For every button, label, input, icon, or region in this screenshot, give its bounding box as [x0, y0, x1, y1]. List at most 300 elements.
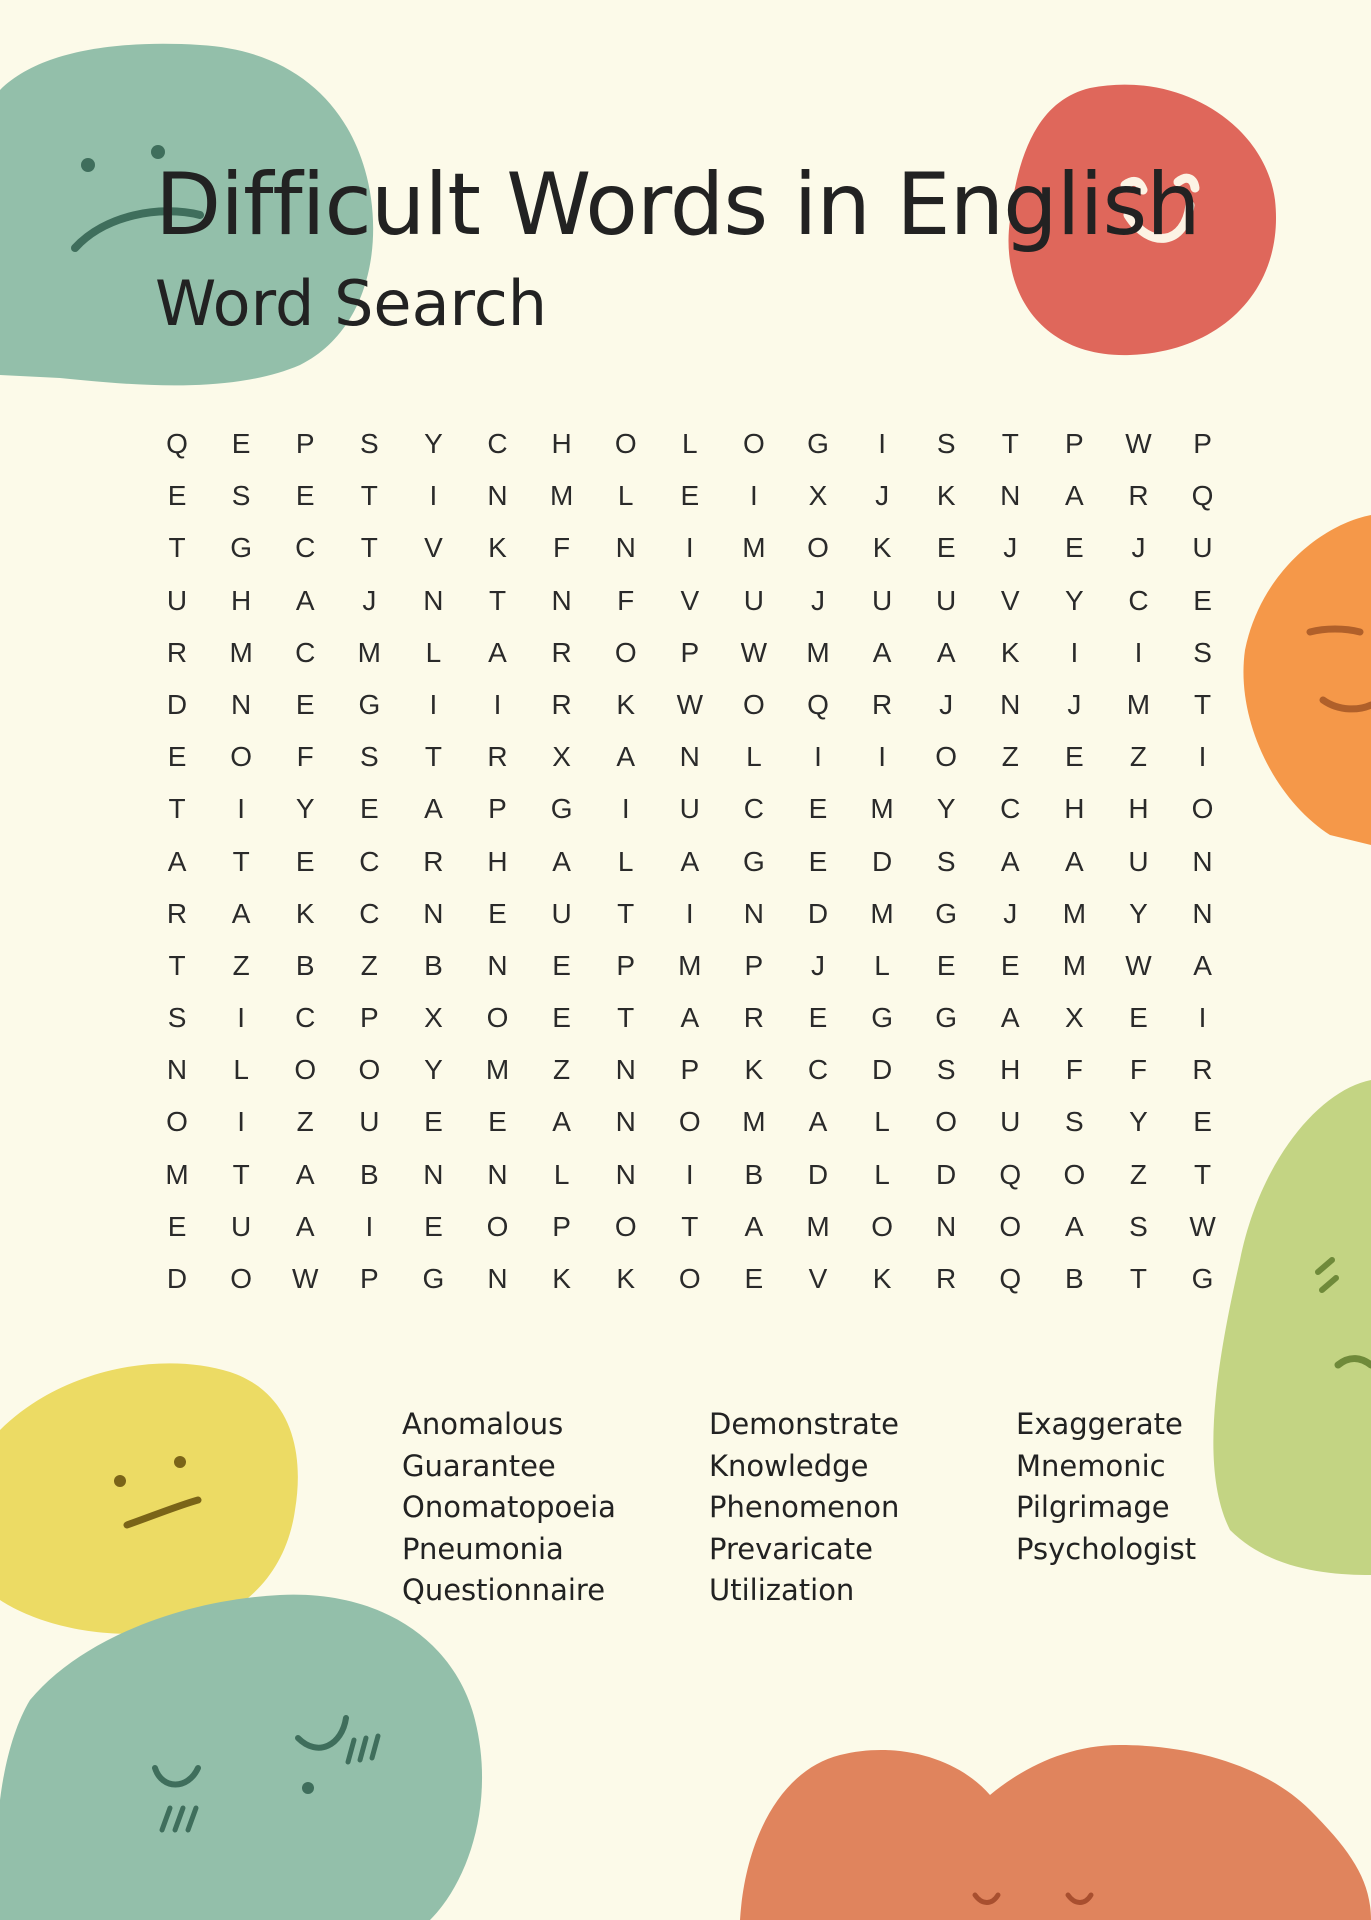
- grid-cell: E: [167, 480, 187, 512]
- grid-cell: R: [1128, 480, 1149, 512]
- grid-cell: A: [872, 636, 892, 668]
- grid-cell: U: [231, 1210, 252, 1242]
- smirk-face-icon: [1243, 515, 1371, 845]
- grid-cell: Y: [295, 793, 315, 825]
- grid-cell: E: [744, 1263, 764, 1294]
- grid-cell: R: [551, 688, 572, 720]
- grid-cell: S: [1193, 636, 1212, 668]
- grid-cell: N: [487, 1158, 508, 1190]
- grid-cell: E: [295, 845, 315, 877]
- grid-cell: D: [807, 897, 829, 929]
- grid-cell: Z: [1129, 741, 1147, 773]
- word-list-item: Prevaricate: [709, 1531, 873, 1566]
- grid-cell: N: [743, 897, 764, 929]
- grid-cell: G: [1191, 1263, 1214, 1294]
- grid-cell: M: [870, 793, 894, 825]
- grid-cell: A: [1065, 480, 1084, 512]
- grid-cell: E: [1065, 532, 1084, 564]
- grid-cell: K: [616, 1263, 636, 1294]
- grid-cell: L: [874, 1158, 890, 1190]
- grid-cell: I: [493, 688, 502, 720]
- grid-cell: L: [682, 428, 698, 459]
- grid-cell: D: [807, 1158, 829, 1190]
- grid-cell: C: [487, 428, 508, 459]
- grid-cell: S: [167, 1002, 187, 1034]
- grid-cell: K: [1000, 636, 1020, 668]
- word-list-item: Pneumonia: [402, 1531, 564, 1566]
- grid-cell: O: [294, 1054, 317, 1086]
- grid-cell: N: [1192, 897, 1213, 929]
- grid-cell: Y: [1065, 584, 1084, 616]
- grid-cell: L: [553, 1158, 570, 1190]
- grid-cell: U: [679, 793, 700, 825]
- grid-cell: E: [424, 1106, 443, 1138]
- grid-cell: U: [743, 584, 764, 616]
- grid-cell: O: [358, 1054, 381, 1086]
- grid-cell: W: [676, 688, 704, 720]
- grid-cell: Q: [999, 1158, 1022, 1190]
- grid-cell: R: [166, 897, 188, 929]
- grid-cell: M: [165, 1158, 189, 1190]
- grid-cell: Q: [166, 428, 188, 459]
- grid-cell: Y: [424, 1054, 443, 1086]
- grid-cell: O: [871, 1210, 893, 1242]
- grid-cell: R: [423, 845, 444, 877]
- grid-cell: E: [1065, 741, 1084, 773]
- grid-cell: G: [935, 1002, 958, 1034]
- grid-cell: R: [936, 1263, 957, 1294]
- grid-cell: M: [742, 1106, 766, 1138]
- grid-cell: E: [808, 845, 828, 877]
- grid-cell: R: [871, 688, 893, 720]
- grid-cell: L: [746, 741, 762, 773]
- grid-cell: B: [424, 949, 443, 981]
- grid-cell: R: [166, 636, 188, 668]
- grid-cell: V: [680, 584, 700, 616]
- grid-cell: A: [552, 1106, 571, 1138]
- word-list-item: Questionnaire: [402, 1573, 606, 1607]
- grid-cell: E: [552, 1002, 571, 1034]
- grid-cell: M: [357, 636, 381, 668]
- grid-cell: Q: [999, 1263, 1022, 1294]
- content-face-icon: [740, 1745, 1371, 1920]
- grid-cell: S: [936, 1054, 956, 1086]
- grid-cell: V: [1000, 584, 1020, 616]
- grid-cell: T: [1129, 1263, 1147, 1294]
- grid-cell: O: [935, 1106, 958, 1138]
- grid-cell: R: [1192, 1054, 1213, 1086]
- grid-cell: M: [806, 1210, 830, 1242]
- grid-cell: A: [424, 793, 443, 825]
- grid-cell: Z: [360, 949, 378, 981]
- grid-cell: D: [166, 688, 188, 720]
- grid-cell: T: [360, 532, 378, 564]
- grid-cell: I: [878, 741, 886, 773]
- grid-cell: O: [230, 1263, 253, 1294]
- grid-cell: P: [295, 428, 315, 459]
- grid-cell: D: [166, 1263, 188, 1294]
- grid-cell: O: [1063, 1158, 1086, 1190]
- grid-cell: J: [810, 584, 825, 616]
- grid-cell: E: [167, 741, 187, 773]
- grid-cell: U: [359, 1106, 380, 1138]
- grid-cell: I: [621, 793, 630, 825]
- grid-cell: C: [359, 845, 380, 877]
- grid-cell: C: [1000, 793, 1021, 825]
- grid-cell: I: [750, 480, 758, 512]
- grid-cell: U: [871, 584, 893, 616]
- grid-cell: P: [488, 793, 507, 825]
- grid-cell: P: [616, 949, 636, 981]
- grid-cell: R: [487, 741, 508, 773]
- grid-cell: U: [1192, 532, 1213, 564]
- grid-cell: I: [685, 897, 694, 929]
- grid-cell: G: [935, 897, 958, 929]
- grid-cell: P: [1193, 428, 1212, 459]
- grid-cell: W: [1189, 1210, 1216, 1242]
- grid-cell: N: [1000, 688, 1021, 720]
- word-list-item: Demonstrate: [709, 1407, 899, 1441]
- word-list-item: Mnemonic: [1016, 1448, 1166, 1483]
- grid-cell: C: [807, 1054, 829, 1086]
- word-list-item: Pilgrimage: [1016, 1490, 1170, 1524]
- word-list-item: Knowledge: [709, 1448, 869, 1483]
- grid-cell: N: [423, 1158, 444, 1190]
- grid-cell: S: [1065, 1106, 1084, 1138]
- grid-cell: I: [1198, 741, 1207, 773]
- grid-cell: D: [871, 1054, 893, 1086]
- grid-cell: U: [1000, 1106, 1021, 1138]
- grid-cell: G: [871, 1002, 893, 1034]
- grid-cell: E: [488, 897, 507, 929]
- grid-cell: E: [1193, 584, 1212, 616]
- grid-cell: A: [167, 845, 187, 877]
- grid-cell: I: [237, 1002, 246, 1034]
- grid-cell: S: [231, 480, 251, 512]
- grid-cell: M: [549, 480, 574, 512]
- grid-cell: I: [237, 793, 246, 825]
- grid-cell: I: [429, 688, 438, 720]
- grid-cell: M: [870, 897, 894, 929]
- neutral-face-icon: [0, 1363, 298, 1633]
- page-subtitle: Word Search: [155, 267, 548, 340]
- grid-cell: S: [936, 428, 956, 459]
- grid-cell: L: [617, 845, 634, 877]
- grid-cell: P: [744, 949, 764, 981]
- grid-cell: P: [1065, 428, 1084, 459]
- grid-cell: O: [743, 428, 765, 459]
- grid-cell: E: [1129, 1002, 1148, 1034]
- grid-cell: D: [871, 845, 893, 877]
- grid-cell: T: [617, 897, 635, 929]
- grid-cell: E: [231, 428, 251, 459]
- grid-cell: E: [680, 480, 700, 512]
- word-list-item: Anomalous: [402, 1407, 564, 1441]
- grid-cell: M: [485, 1054, 510, 1086]
- grid-cell: Z: [1001, 741, 1019, 773]
- grid-cell: G: [743, 845, 765, 877]
- grid-cell: H: [1064, 793, 1085, 825]
- grid-cell: C: [295, 532, 316, 564]
- grid-cell: A: [295, 1158, 315, 1190]
- grid-cell: G: [230, 532, 253, 564]
- grid-cell: N: [615, 532, 636, 564]
- grid-cell: A: [808, 1106, 828, 1138]
- grid-cell: O: [614, 428, 637, 459]
- grid-cell: S: [936, 845, 956, 877]
- grid-cell: A: [680, 845, 700, 877]
- grid-cell: Y: [936, 793, 956, 825]
- word-list-item: Phenomenon: [709, 1490, 900, 1524]
- grid-cell: T: [168, 793, 186, 825]
- grid-cell: J: [1067, 688, 1082, 720]
- grid-cell: S: [359, 741, 379, 773]
- grid-cell: N: [615, 1158, 636, 1190]
- grid-cell: K: [616, 688, 636, 720]
- grid-cell: I: [1070, 636, 1079, 668]
- grid-cell: K: [488, 532, 507, 564]
- grid-cell: O: [614, 1210, 637, 1242]
- grid-cell: K: [295, 897, 315, 929]
- grid-cell: N: [551, 584, 572, 616]
- grid-cell: C: [359, 897, 380, 929]
- grid-cell: X: [552, 741, 571, 773]
- page-title: Difficult Words in English: [155, 155, 1200, 255]
- grid-cell: M: [742, 532, 766, 564]
- grid-cell: J: [1131, 532, 1146, 564]
- grid-cell: W: [292, 1263, 319, 1294]
- grid-cell: P: [359, 1263, 379, 1294]
- grid-cell: V: [808, 1263, 828, 1294]
- grid-cell: C: [295, 636, 316, 668]
- grid-cell: E: [167, 1210, 187, 1242]
- grid-cell: P: [359, 1002, 379, 1034]
- grid-cell: G: [422, 1263, 445, 1294]
- grid-cell: O: [743, 688, 765, 720]
- grid-cell: A: [552, 845, 571, 877]
- grid-cell: U: [1128, 845, 1149, 877]
- grid-cell: N: [1000, 480, 1021, 512]
- grid-cell: V: [424, 532, 443, 564]
- grid-cell: J: [875, 480, 890, 512]
- grid-cell: E: [295, 688, 315, 720]
- grid-cell: N: [615, 1106, 636, 1138]
- grid-cell: U: [551, 897, 572, 929]
- grid-cell: T: [424, 741, 442, 773]
- grid-cell: Z: [232, 949, 250, 981]
- grid-cell: I: [814, 741, 822, 773]
- grid-cell: A: [1193, 949, 1212, 981]
- grid-cell: P: [552, 1210, 571, 1242]
- word-list-column: [1016, 1404, 1266, 1612]
- grid-cell: J: [1003, 897, 1018, 929]
- grid-cell: E: [295, 480, 315, 512]
- grid-cell: L: [874, 1106, 890, 1138]
- grid-cell: I: [237, 1106, 246, 1138]
- grid-cell: O: [678, 1106, 701, 1138]
- grid-cell: K: [872, 1263, 892, 1294]
- grid-cell: J: [939, 688, 954, 720]
- grid-cell: N: [166, 1054, 188, 1086]
- grid-cell: O: [486, 1002, 509, 1034]
- grid-cell: L: [233, 1054, 249, 1086]
- grid-cell: A: [295, 1210, 315, 1242]
- grid-cell: L: [425, 636, 442, 668]
- grid-cell: F: [1129, 1054, 1147, 1086]
- grid-cell: A: [936, 636, 956, 668]
- word-list-column: [402, 1404, 709, 1612]
- grid-cell: I: [878, 428, 886, 459]
- grid-cell: O: [230, 741, 253, 773]
- grid-cell: Q: [807, 688, 829, 720]
- grid-cell: K: [872, 532, 892, 564]
- grid-cell: Z: [553, 1054, 571, 1086]
- grid-cell: K: [552, 1263, 571, 1294]
- grid-cell: C: [295, 1002, 316, 1034]
- grid-cell: A: [744, 1210, 764, 1242]
- grid-cell: D: [936, 1158, 957, 1190]
- grid-cell: W: [1125, 428, 1152, 459]
- grid-cell: E: [808, 1002, 828, 1034]
- grid-cell: B: [1065, 1263, 1084, 1294]
- grid-cell: A: [1000, 845, 1020, 877]
- grid-cell: T: [1193, 688, 1212, 720]
- word-list-item: Psychologist: [1016, 1531, 1197, 1566]
- grid-cell: E: [808, 793, 828, 825]
- grid-cell: N: [231, 688, 252, 720]
- grid-cell: A: [1000, 1002, 1020, 1034]
- grid-cell: T: [681, 1210, 699, 1242]
- grid-cell: S: [359, 428, 379, 459]
- grid-cell: O: [678, 1263, 701, 1294]
- grid-cell: I: [685, 532, 694, 564]
- grid-cell: E: [488, 1106, 507, 1138]
- grid-cell: R: [743, 1002, 764, 1034]
- grid-cell: Y: [1129, 897, 1148, 929]
- grid-cell: N: [487, 949, 508, 981]
- grid-cell: T: [488, 584, 507, 616]
- grid-cell: H: [231, 584, 252, 616]
- grid-cell: L: [617, 480, 634, 512]
- grid-cell: I: [1134, 636, 1143, 668]
- grid-cell: O: [614, 636, 637, 668]
- word-list-item: Onomatopoeia: [402, 1490, 616, 1524]
- grid-cell: E: [424, 1210, 443, 1242]
- grid-cell: Y: [1129, 1106, 1148, 1138]
- grid-cell: T: [360, 480, 378, 512]
- grid-cell: W: [740, 636, 768, 668]
- word-list-item: Exaggerate: [1016, 1407, 1183, 1441]
- grid-cell: T: [617, 1002, 635, 1034]
- grid-cell: B: [744, 1158, 764, 1190]
- grid-cell: O: [807, 532, 829, 564]
- grid-cell: F: [296, 741, 314, 773]
- word-list: [402, 1404, 1266, 1612]
- grid-cell: A: [295, 584, 315, 616]
- grid-cell: B: [295, 949, 315, 981]
- grid-cell: M: [806, 636, 830, 668]
- grid-cell: Z: [296, 1106, 314, 1138]
- grid-cell: E: [936, 532, 956, 564]
- grid-cell: T: [168, 949, 186, 981]
- blush-face-icon: [0, 1595, 482, 1920]
- grid-cell: M: [1126, 688, 1151, 720]
- grid-cell: K: [936, 480, 956, 512]
- grid-cell: M: [678, 949, 702, 981]
- grid-cell: A: [616, 741, 636, 773]
- grid-cell: U: [936, 584, 957, 616]
- grid-cell: N: [487, 480, 508, 512]
- grid-cell: A: [680, 1002, 700, 1034]
- grid-cell: M: [229, 636, 253, 668]
- grid-cell: B: [359, 1158, 379, 1190]
- word-list-item: Utilization: [709, 1573, 855, 1607]
- grid-cell: J: [362, 584, 377, 616]
- grid-cell: E: [1193, 1106, 1212, 1138]
- grid-cell: T: [232, 845, 250, 877]
- word-list-item: Guarantee: [402, 1448, 556, 1483]
- grid-cell: G: [807, 428, 829, 459]
- grid-cell: H: [1000, 1054, 1021, 1086]
- grid-cell: P: [680, 636, 700, 668]
- grid-cell: G: [358, 688, 381, 720]
- grid-cell: N: [423, 584, 444, 616]
- grid-cell: J: [810, 949, 825, 981]
- grid-cell: A: [231, 897, 251, 929]
- grid-cell: K: [744, 1054, 764, 1086]
- grid-cell: N: [423, 897, 444, 929]
- grid-cell: J: [1003, 532, 1018, 564]
- grid-cell: N: [615, 1054, 636, 1086]
- grid-cell: E: [359, 793, 379, 825]
- grid-cell: X: [424, 1002, 443, 1034]
- grid-cell: Y: [424, 428, 443, 459]
- grid-cell: A: [1065, 845, 1084, 877]
- grid-cell: E: [1000, 949, 1020, 981]
- grid-cell: M: [1062, 897, 1087, 929]
- grid-cell: S: [1129, 1210, 1148, 1242]
- grid-cell: F: [1065, 1054, 1083, 1086]
- grid-cell: U: [166, 584, 188, 616]
- grid-cell: Z: [1129, 1158, 1147, 1190]
- grid-cell: O: [1191, 793, 1214, 825]
- grid-cell: X: [808, 480, 828, 512]
- grid-cell: W: [1125, 949, 1152, 981]
- grid-cell: G: [550, 793, 573, 825]
- grid-cell: P: [680, 1054, 700, 1086]
- grid-cell: A: [488, 636, 507, 668]
- grid-cell: E: [936, 949, 956, 981]
- grid-cell: R: [551, 636, 572, 668]
- grid-cell: A: [1065, 1210, 1084, 1242]
- grid-cell: H: [551, 428, 572, 459]
- grid-cell: O: [166, 1106, 188, 1138]
- word-list-column: [709, 1404, 1016, 1612]
- grid-cell: I: [1198, 1002, 1207, 1034]
- grid-cell: F: [617, 584, 635, 616]
- grid-cell: C: [1128, 584, 1149, 616]
- word-search-grid: [145, 418, 1235, 1305]
- grid-cell: T: [1001, 428, 1019, 459]
- grid-cell: O: [999, 1210, 1022, 1242]
- grid-cell: L: [874, 949, 890, 981]
- grid-cell: Q: [1191, 480, 1214, 512]
- grid-cell: F: [553, 532, 571, 564]
- grid-cell: I: [685, 1158, 694, 1190]
- grid-cell: N: [487, 1263, 508, 1294]
- grid-cell: I: [429, 480, 438, 512]
- grid-cell: O: [935, 741, 958, 773]
